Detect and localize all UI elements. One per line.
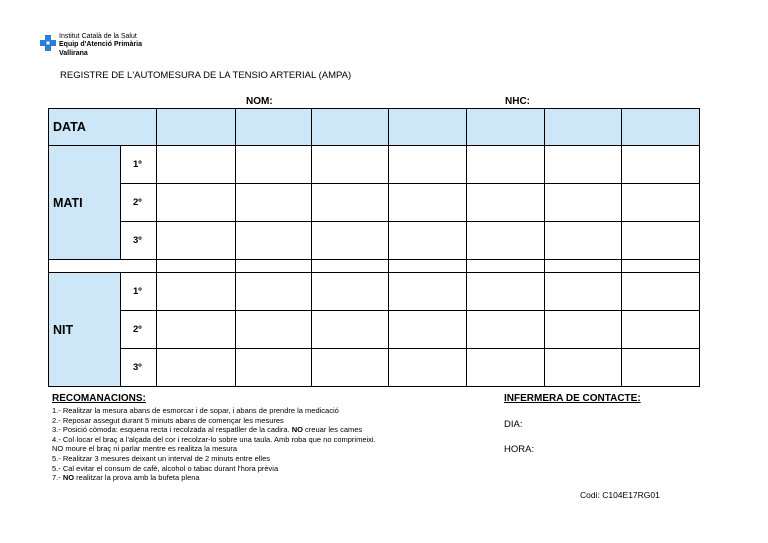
reading-cell[interactable] xyxy=(236,184,312,222)
recommendation-line xyxy=(52,435,472,445)
reading-cell[interactable] xyxy=(622,146,700,184)
reading-cell[interactable] xyxy=(389,349,467,387)
recommendation-text: 5.- Cal evitar el consum de cafè, alcohol o tabac durant l'hora prèvia xyxy=(52,463,279,473)
spacer-cell xyxy=(157,260,236,273)
date-cell[interactable] xyxy=(389,109,467,146)
nom-label: NOM: xyxy=(246,96,273,107)
reading-cell[interactable] xyxy=(467,273,545,311)
data-label: DATA xyxy=(49,109,157,146)
spacer-cell xyxy=(545,260,622,273)
page-title: REGISTRE DE L'AUTOMESURA DE LA TENSIO ARTERIAL (AMPA) xyxy=(60,70,352,81)
reading-cell[interactable] xyxy=(467,146,545,184)
mati-label: MATI xyxy=(49,146,121,260)
measure-ordinal: 2º xyxy=(121,184,157,222)
measure-ordinal: 2º xyxy=(121,311,157,349)
reading-cell[interactable] xyxy=(312,349,389,387)
reading-cell[interactable] xyxy=(312,184,389,222)
recommendation-text: 7.- xyxy=(52,473,63,483)
date-cell[interactable] xyxy=(157,109,236,146)
blood-pressure-table xyxy=(48,108,700,387)
reading-cell[interactable] xyxy=(622,222,700,260)
reading-cell[interactable] xyxy=(157,146,236,184)
spacer-cell xyxy=(467,260,545,273)
spacer-row xyxy=(49,260,700,273)
recommendation-line xyxy=(52,425,472,435)
reading-cell[interactable] xyxy=(236,146,312,184)
recommendation-text: 2.- Reposar assegut durant 5 minuts abans de començar les mesures xyxy=(52,415,284,425)
contact-nurse xyxy=(504,393,641,455)
dia-label: DIA: xyxy=(504,419,523,430)
recommendation-text: 3.- Posició còmoda: esquena recta i recolzada al respatller de la cadira. xyxy=(52,425,292,435)
recommendation-line xyxy=(52,444,472,454)
recommendation-line xyxy=(52,473,472,483)
reading-cell[interactable] xyxy=(467,311,545,349)
measure-ordinal: 3º xyxy=(121,222,157,260)
reading-cell[interactable] xyxy=(236,311,312,349)
nit-label: NIT xyxy=(49,273,121,387)
reading-cell[interactable] xyxy=(622,349,700,387)
reading-cell[interactable] xyxy=(389,146,467,184)
reading-cell[interactable] xyxy=(157,273,236,311)
date-cell[interactable] xyxy=(236,109,312,146)
recommendation-emphasis: NO xyxy=(291,425,303,435)
reading-cell[interactable] xyxy=(157,184,236,222)
hora-label: HORA: xyxy=(504,444,535,455)
recommendation-emphasis: NO xyxy=(62,473,75,483)
health-cross-icon xyxy=(40,35,56,51)
reading-cell[interactable] xyxy=(312,311,389,349)
spacer-cell xyxy=(236,260,312,273)
measure-ordinal: 1º xyxy=(121,273,157,311)
recommendation-line xyxy=(52,406,472,416)
reading-cell[interactable] xyxy=(545,273,622,311)
reading-cell[interactable] xyxy=(545,184,622,222)
date-cell[interactable] xyxy=(312,109,389,146)
recommendations-heading: RECOMANACIONS: xyxy=(52,393,146,404)
reading-cell[interactable] xyxy=(157,349,236,387)
mati-row xyxy=(49,222,700,260)
reading-cell[interactable] xyxy=(157,222,236,260)
nit-row xyxy=(49,273,700,311)
nhc-label: NHC: xyxy=(505,96,530,107)
recommendation-text: creuar les cames xyxy=(302,425,363,435)
recommendation-line xyxy=(52,454,472,464)
recommendations xyxy=(52,393,472,483)
reading-cell[interactable] xyxy=(467,349,545,387)
mati-row xyxy=(49,146,700,184)
document-code: Codi: C104E17RG01 xyxy=(580,490,660,500)
reading-cell[interactable] xyxy=(545,311,622,349)
place-name: Vallirana xyxy=(59,49,88,57)
spacer-cell xyxy=(389,260,467,273)
reading-cell[interactable] xyxy=(157,311,236,349)
reading-cell[interactable] xyxy=(236,273,312,311)
reading-cell[interactable] xyxy=(622,273,700,311)
contact-heading: INFERMERA DE CONTACTE: xyxy=(504,393,641,404)
ics-logo xyxy=(40,33,170,63)
institution-name: Institut Català de la Salut xyxy=(59,33,137,40)
recommendation-line xyxy=(52,464,472,474)
date-cell[interactable] xyxy=(622,109,700,146)
reading-cell[interactable] xyxy=(467,184,545,222)
recommendation-text: 5.- Realitzar 3 mesures deixant un interval de 2 minuts entre elles xyxy=(52,453,271,463)
reading-cell[interactable] xyxy=(622,311,700,349)
recommendation-line xyxy=(52,416,472,426)
date-cell[interactable] xyxy=(467,109,545,146)
reading-cell[interactable] xyxy=(312,146,389,184)
team-name: Equip d'Atenció Primària xyxy=(59,41,142,49)
date-row xyxy=(49,109,700,146)
reading-cell[interactable] xyxy=(622,184,700,222)
recommendation-text: realitzar la prova amb la bufeta plena xyxy=(74,473,200,483)
spacer-cell xyxy=(622,260,700,273)
reading-cell[interactable] xyxy=(389,184,467,222)
reading-cell[interactable] xyxy=(389,222,467,260)
nit-row xyxy=(49,349,700,387)
reading-cell[interactable] xyxy=(545,222,622,260)
reading-cell[interactable] xyxy=(312,273,389,311)
reading-cell[interactable] xyxy=(389,273,467,311)
reading-cell[interactable] xyxy=(236,349,312,387)
institution-text xyxy=(59,33,142,58)
spacer-cell xyxy=(49,260,157,273)
recommendation-text: 1.- Realitzar la mesura abans de esmorcar i de sopar, i abans de prendre la medicació xyxy=(52,406,339,415)
recommendation-text: 4.- Col·locar el braç a l'alçada del cor i recolzar-lo sobre una taula. Amb roba que no comprimeixi. xyxy=(52,434,376,444)
recommendations-list xyxy=(52,406,472,483)
reading-cell[interactable] xyxy=(236,222,312,260)
measure-ordinal: 3º xyxy=(121,349,157,387)
reading-cell[interactable] xyxy=(545,146,622,184)
reading-cell[interactable] xyxy=(389,311,467,349)
spacer-cell xyxy=(312,260,389,273)
measure-ordinal: 1º xyxy=(121,146,157,184)
recommendation-text: NO moure el braç ni parlar mentre es realitza la mesura xyxy=(52,444,238,454)
nit-row xyxy=(49,311,700,349)
mati-row xyxy=(49,184,700,222)
reading-cell[interactable] xyxy=(467,222,545,260)
date-cell[interactable] xyxy=(545,109,622,146)
reading-cell[interactable] xyxy=(312,222,389,260)
reading-cell[interactable] xyxy=(545,349,622,387)
